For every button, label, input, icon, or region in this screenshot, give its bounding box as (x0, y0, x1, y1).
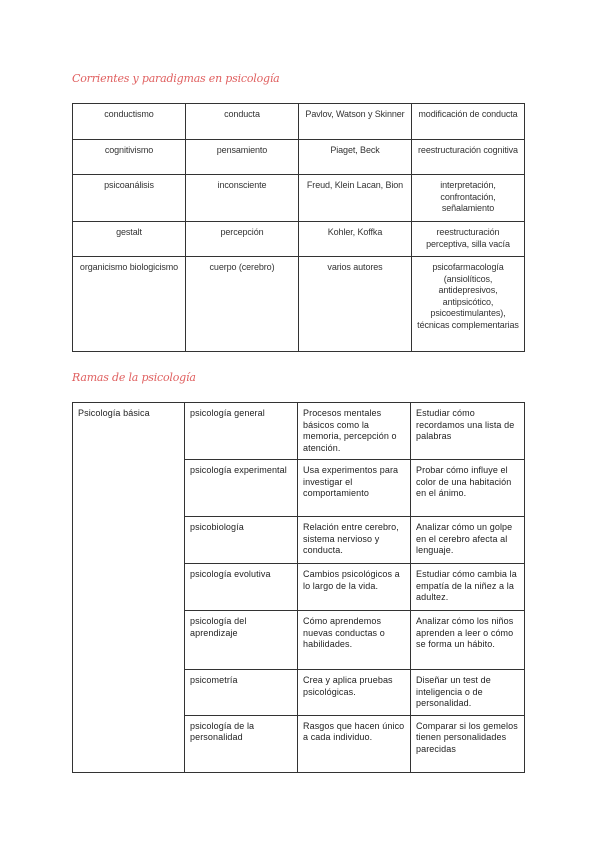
table-cell: percepción (186, 222, 299, 257)
table-cell: modificación de conducta (412, 104, 525, 140)
table-cell: conductismo (73, 104, 186, 140)
table-cell: psicología del aprendizaje (185, 611, 298, 670)
table-cell: Comparar si los gemelos tienen personalidades parecidas (411, 715, 525, 772)
table-cell: Rasgos que hacen único a cada individuo. (298, 715, 411, 772)
table-cell: psicofarmacología (ansiolíticos, antidepresivos, antipsicótico, psicoestimulantes), técnicas complementarias (412, 257, 525, 352)
table-cell: reestructuración cognitiva (412, 140, 525, 175)
table-cell: Estudiar cómo cambia la empatía de la niñez a la adultez. (411, 564, 525, 611)
table-cell: conducta (186, 104, 299, 140)
table-cell: Freud, Klein Lacan, Bion (299, 175, 412, 222)
table-cell: interpretación, confrontación, señalamiento (412, 175, 525, 222)
section-title-ramas: Ramas de la psicología (72, 371, 196, 384)
table-cell: psicometría (185, 670, 298, 716)
table-cell: cognitivismo (73, 140, 186, 175)
table-row (73, 257, 525, 352)
table-cell: varios autores (299, 257, 412, 352)
table-row (73, 222, 525, 257)
table-cell: Kohler, Koffka (299, 222, 412, 257)
table-cell: psicobiología (185, 517, 298, 564)
table-cell: reestructuración perceptiva, silla vacía (412, 222, 525, 257)
table-cell: Analizar cómo los niños aprenden a leer o cómo se forma un hábito. (411, 611, 525, 670)
group-cell: Psicología básica (73, 403, 185, 773)
table-cell: Pavlov, Watson y Skinner (299, 104, 412, 140)
table-cell: gestalt (73, 222, 186, 257)
table-cell: psicología evolutiva (185, 564, 298, 611)
table-row (73, 403, 525, 460)
table-cell: psicología experimental (185, 460, 298, 517)
table-cell: psicología de la personalidad (185, 715, 298, 772)
table-cell: Probar cómo influye el color de una habitación en el ánimo. (411, 460, 525, 517)
table-cell: inconsciente (186, 175, 299, 222)
table-cell: Analizar cómo un golpe en el cerebro afecta al lenguaje. (411, 517, 525, 564)
branches-table (72, 402, 525, 773)
paradigms-table (72, 103, 525, 352)
table-cell: psicoanálisis (73, 175, 186, 222)
table-cell: Piaget, Beck (299, 140, 412, 175)
section-title-corrientes: Corrientes y paradigmas en psicología (72, 72, 280, 85)
table-cell: Cambios psicológicos a lo largo de la vida. (298, 564, 411, 611)
table-cell: organicismo biologicismo (73, 257, 186, 352)
table-cell: Relación entre cerebro, sistema nervioso y conducta. (298, 517, 411, 564)
table-cell: psicología general (185, 403, 298, 460)
table-cell: Procesos mentales básicos como la memoria, percepción o atención. (298, 403, 411, 460)
table-row (73, 104, 525, 140)
table-cell: Cómo aprendemos nuevas conductas o habilidades. (298, 611, 411, 670)
table-row (73, 175, 525, 222)
table-cell: Usa experimentos para investigar el comportamiento (298, 460, 411, 517)
table-cell: cuerpo (cerebro) (186, 257, 299, 352)
table-cell: Crea y aplica pruebas psicológicas. (298, 670, 411, 716)
table-cell: pensamiento (186, 140, 299, 175)
table-cell: Estudiar cómo recordamos una lista de palabras (411, 403, 525, 460)
table-row (73, 140, 525, 175)
table-cell: Diseñar un test de inteligencia o de personalidad. (411, 670, 525, 716)
